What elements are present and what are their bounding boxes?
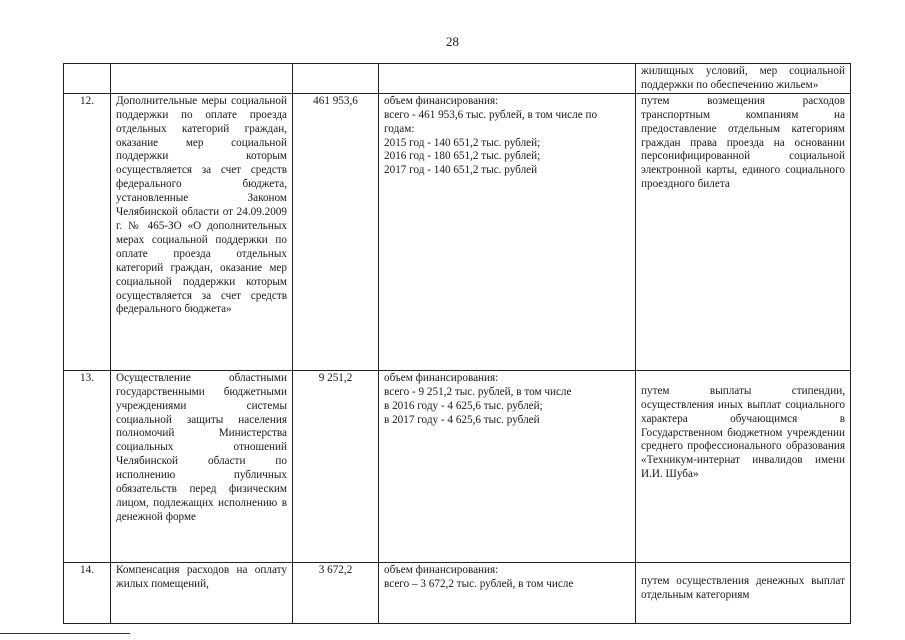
financing-year-line: 2017 год - 140 651,2 тыс. рублей <box>384 164 538 177</box>
financing-heading: объем финансирования: <box>384 563 499 576</box>
method-cell: путем возмещения расходов транспортным компаниям на предоставление отдельным категориям граждан права проезда на основании персонифицированной социальной электронной карты, единого социального проездного билета <box>636 93 851 370</box>
financing-total: всего – 3 672,2 тыс. рублей, в том числе <box>384 577 574 590</box>
measure-description-cell <box>111 64 293 94</box>
financing-cell <box>379 64 636 94</box>
method-cell: путем выплаты стипендии, осуществления иных выплат социального характера обучающимся в Государственном бюджетном учреждении среднего профессионального образования «Техникум-интернат инвалидов имени И.И. Шуба» <box>636 370 851 562</box>
financing-heading: объем финансирования: <box>384 94 499 107</box>
financing-year-line: 2015 год - 140 651,2 тыс. рублей; <box>384 136 541 149</box>
amount-cell: 3 672,2 <box>293 562 379 623</box>
table-row-continuation <box>64 64 851 94</box>
measure-description-cell: Дополнительные меры социальной поддержки по оплате проезда отдельных категорий граждан, оказание мер социальной поддержки которым осуществляется за счет средств федерального бюджета, установленные Законом Челябинской области от 24.09.2009 г. № 465-ЗО «О дополнительных мерах социальной поддержки по оплате проезда отдельных категорий граждан, оказание мер социальной поддержки которым осуществляется за счет средств федерального бюджета» <box>111 93 293 370</box>
footer-divider <box>0 633 130 634</box>
measure-description-cell: Осуществление областными государственными бюджетными учреждениями системы социальной защиты населения полномочий Министерства социальных отношений Челябинской области по исполнению публичных обязательств перед физическим лицом, подлежащих исполнению в денежной форме <box>111 370 293 562</box>
financing-year-line: 2016 год - 180 651,2 тыс. рублей; <box>384 150 541 163</box>
row-number-cell: 13. <box>64 370 111 562</box>
method-cell: жилищных условий, мер социальной поддержки по обеспечению жильем» <box>636 64 851 94</box>
page-number: 28 <box>446 34 459 49</box>
financing-cell <box>379 93 636 370</box>
financing-cell <box>379 562 636 623</box>
row-number-cell: 14. <box>64 562 111 623</box>
amount-cell: 461 953,6 <box>293 93 379 370</box>
financing-year-line: в 2017 году - 4 625,6 тыс. рублей <box>384 413 540 426</box>
table-row-14 <box>64 562 851 623</box>
measure-description-cell: Компенсация расходов на оплату жилых помещений, <box>111 562 293 623</box>
table-row-13 <box>64 370 851 562</box>
row-number-cell: 12. <box>64 93 111 370</box>
method-cell: путем осуществления денежных выплат отдельным категориям <box>636 562 851 623</box>
amount-cell <box>293 64 379 94</box>
financing-cell <box>379 370 636 562</box>
program-measures-table <box>63 63 851 624</box>
financing-total: всего - 9 251,2 тыс. рублей, в том числе <box>384 385 572 398</box>
row-number-cell <box>64 64 111 94</box>
financing-year-line: в 2016 году - 4 625,6 тыс. рублей; <box>384 399 543 412</box>
amount-cell: 9 251,2 <box>293 370 379 562</box>
financing-heading: объем финансирования: <box>384 371 499 384</box>
table-row-12 <box>64 93 851 370</box>
financing-total: всего - 461 953,6 тыс. рублей, в том числе по годам: <box>384 108 598 135</box>
